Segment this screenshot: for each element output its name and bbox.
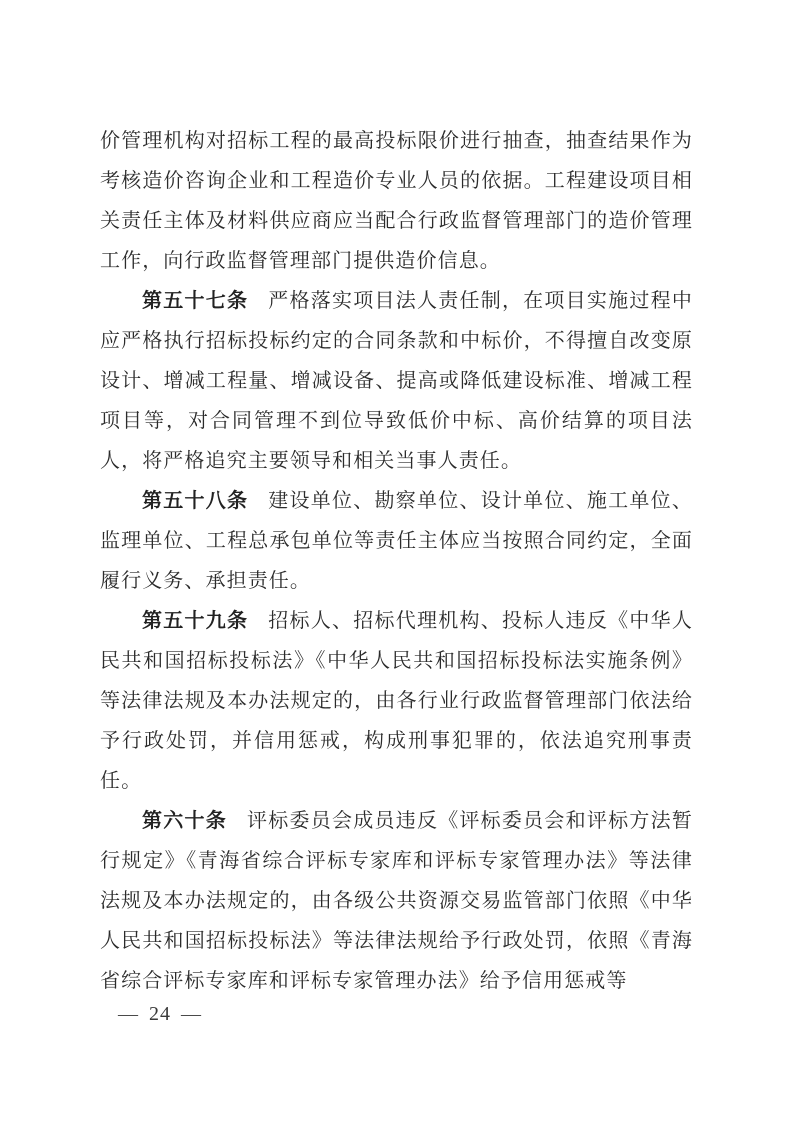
article-58-text: 建设单位、勘察单位、设计单位、施工单位、监理单位、工程总承包单位等责任主体应当按照合同约定，全面履行义务、承担责任。 [100,490,694,592]
article-59-number: 第五十九条 [142,610,249,632]
article-57-number: 第五十七条 [142,290,249,312]
footer-dash-right: — [181,1003,202,1025]
article-60-text: 评标委员会成员违反《评标委员会和评标方法暂行规定》《青海省综合评标专家库和评标专家管理办法》等法律法规及本办法规定的，由各级公共资源交易监管部门依照《中华人民共和国招标投标法》等法律法规给予行政处罚，依照《青海省综合评标专家库和评标专家管理办法》给予信用惩戒等 [100,810,693,992]
article-58-number: 第五十八条 [142,490,249,512]
paragraph-article-58 [100,481,693,601]
paragraph-article-59 [100,601,693,801]
paragraph-article-57 [100,281,693,481]
article-60-number: 第六十条 [142,810,227,832]
article-57-text: 严格落实项目法人责任制，在项目实施过程中应严格执行招标投标约定的合同条款和中标价，不得擅自改变原设计、增减工程量、增减设备、提高或降低建设标准、增减工程项目等，对合同管理不到位导致低价中标、高价结算的项目法人，将严格追究主要领导和相关当事人责任。 [100,290,694,472]
document-body [100,121,693,1001]
paragraph-article-60 [100,801,693,1001]
page-footer [118,1003,202,1026]
footer-dash-left: — [118,1003,139,1025]
article-59-text: 招标人、招标代理机构、投标人违反《中华人民共和国招标投标法》《中华人民共和国招标投标法实施条例》等法律法规及本办法规定的，由各行业行政监督管理部门依法给予行政处罚，并信用惩戒，构成刑事犯罪的，依法追究刑事责任。 [100,610,694,792]
paragraph-continuation: 价管理机构对招标工程的最高投标限价进行抽查，抽查结果作为考核造价咨询企业和工程造价专业人员的依据。工程建设项目相关责任主体及材料供应商应当配合行政监督管理部门的造价管理工作，向行政监督管理部门提供造价信息。 [100,130,693,272]
page-number: 24 [149,1003,171,1025]
